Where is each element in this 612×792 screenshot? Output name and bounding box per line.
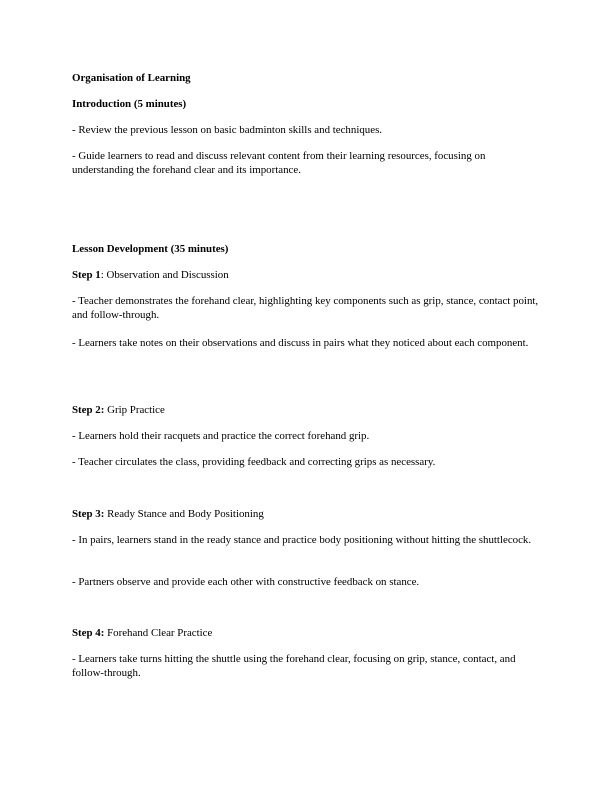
organisation-heading: Organisation of Learning	[72, 72, 191, 84]
step-4-heading	[72, 627, 540, 641]
introduction-heading: Introduction (5 minutes)	[72, 98, 187, 110]
step-2-point-1: - Learners hold their racquets and practice the correct forehand grip.	[72, 430, 370, 442]
step-4-title: Forehand Clear Practice	[104, 627, 213, 639]
step-3-label: Step 3:	[72, 508, 105, 520]
step-1-point-2: - Learners take notes on their observations and discuss in pairs what they noticed about each component.	[72, 337, 529, 349]
step-3-point-2: - Partners observe and provide each other with constructive feedback on stance.	[72, 576, 420, 588]
step-1-title: : Observation and Discussion	[100, 269, 229, 281]
step-1-point-1: - Teacher demonstrates the forehand clear, highlighting key components such as grip, stance, contact point, and follow-through.	[72, 295, 539, 321]
step-3-point-1: - In pairs, learners stand in the ready stance and practice body positioning without hitting the shuttlecock.	[72, 534, 532, 546]
introduction-point-2: - Guide learners to read and discuss relevant content from their learning resources, focusing on understanding the forehand clear and its importance.	[72, 150, 486, 176]
step-4-point-1: - Learners take turns hitting the shuttle using the forehand clear, focusing on grip, stance, contact, and follow-through.	[72, 653, 516, 679]
step-2-title: Grip Practice	[104, 404, 165, 416]
introduction-point-1: - Review the previous lesson on basic badminton skills and techniques.	[72, 124, 383, 136]
development-heading: Lesson Development (35 minutes)	[72, 243, 229, 255]
step-2-point-2: - Teacher circulates the class, providing feedback and correcting grips as necessary.	[72, 456, 436, 468]
step-4-label: Step 4:	[72, 627, 105, 639]
step-2-label: Step 2:	[72, 404, 105, 416]
step-2-heading	[72, 404, 540, 418]
step-3-title: Ready Stance and Body Positioning	[104, 508, 264, 520]
step-1-label: Step 1	[72, 269, 101, 281]
step-1-heading	[72, 269, 540, 283]
step-3-heading	[72, 508, 540, 522]
